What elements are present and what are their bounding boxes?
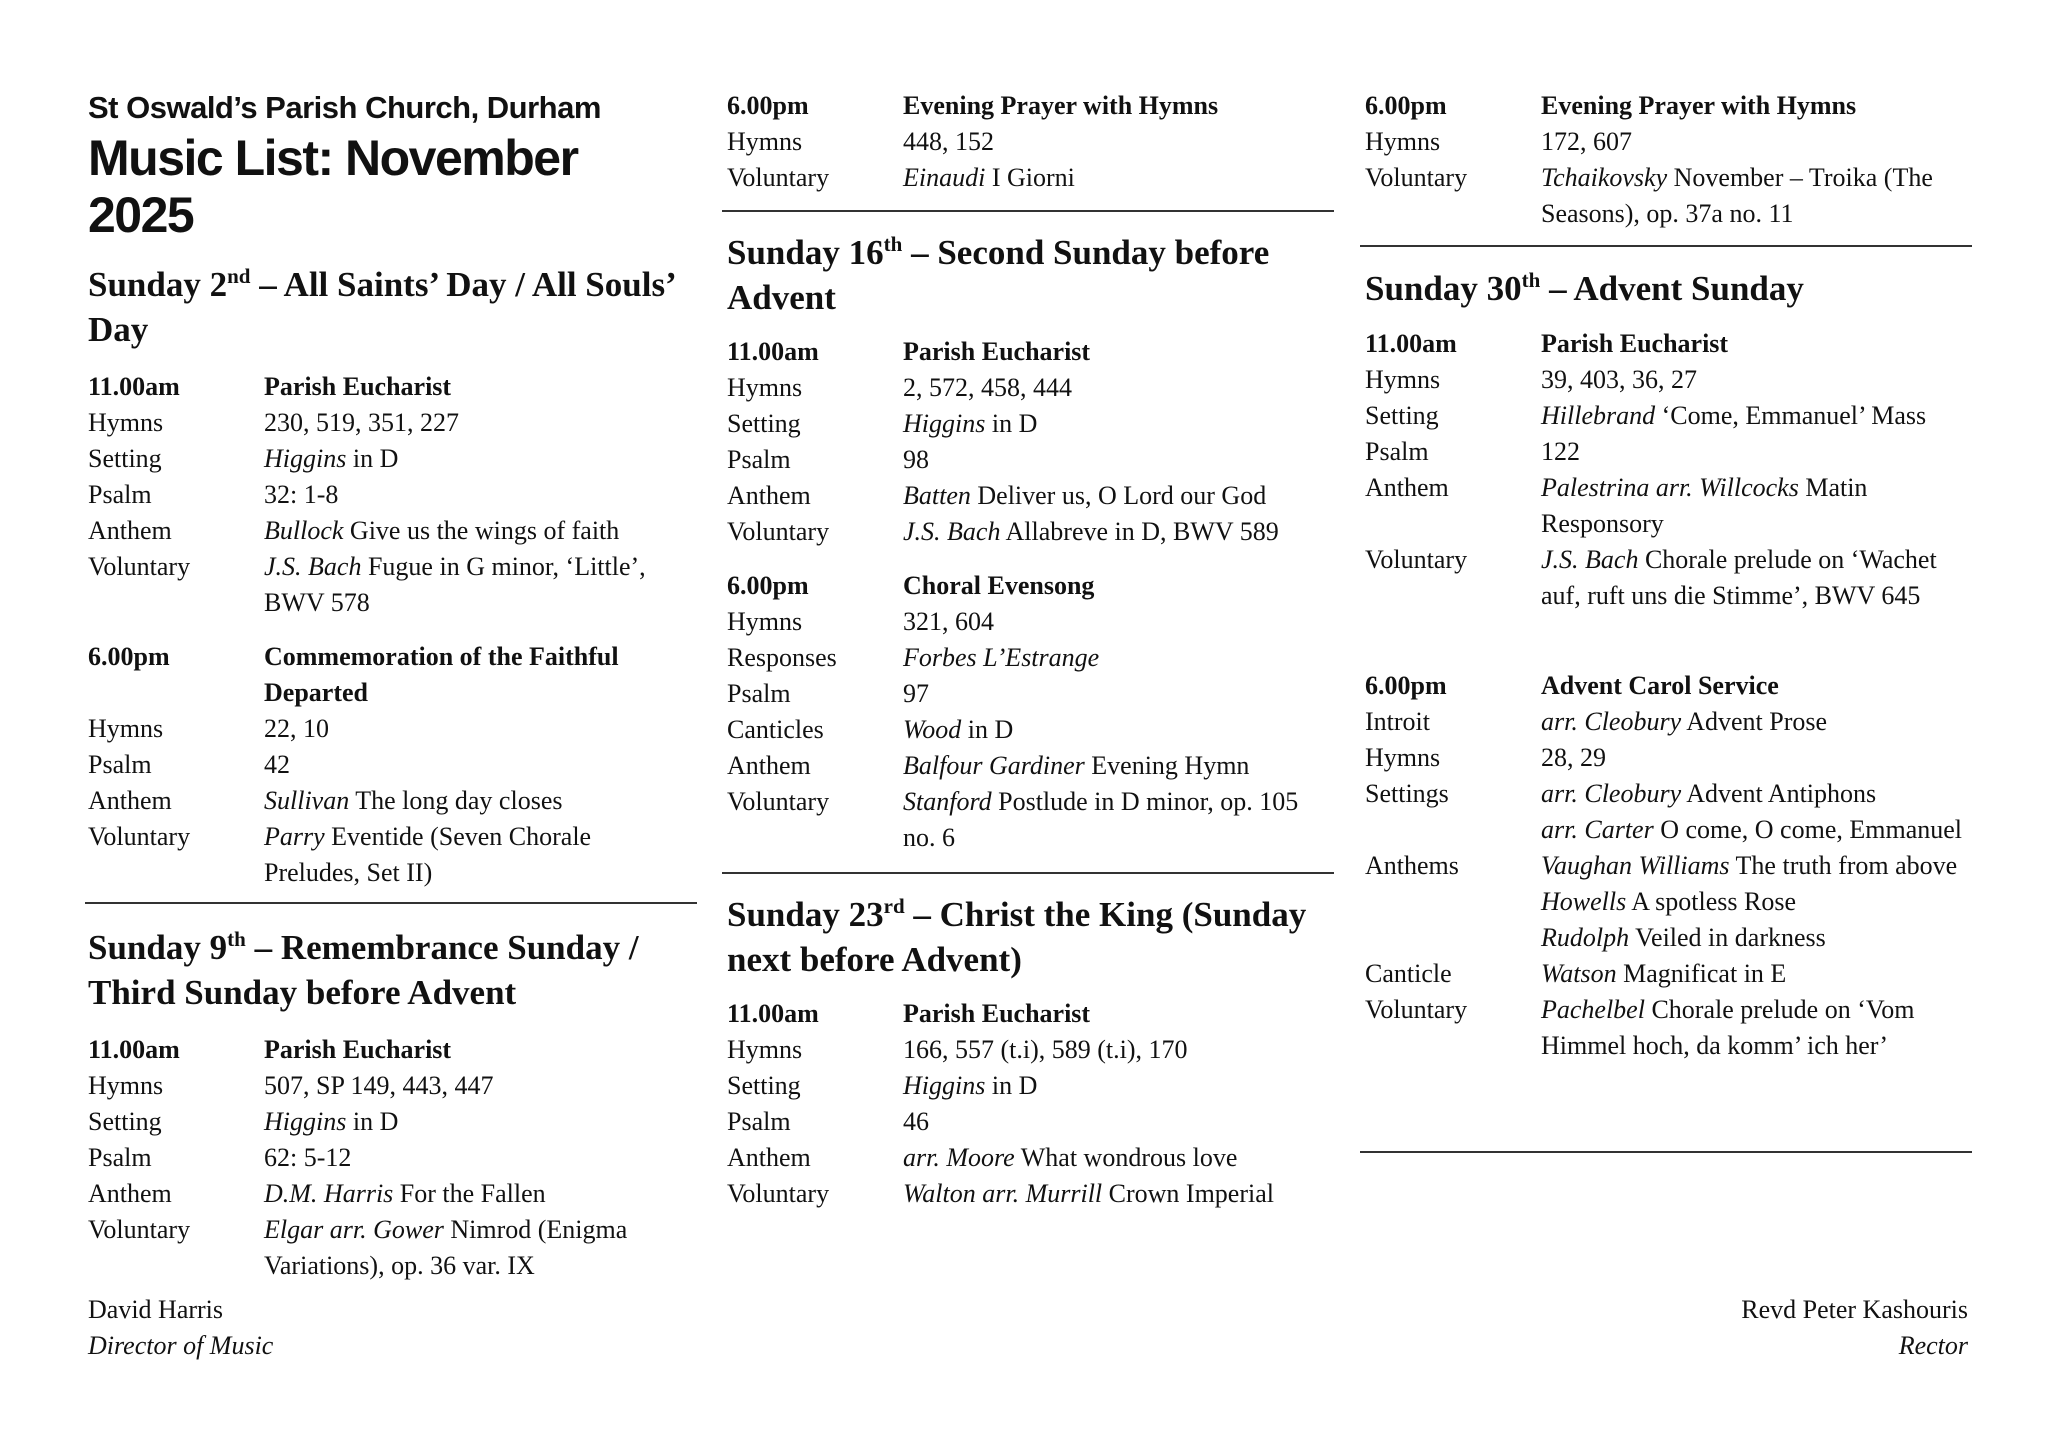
composer: Wood <box>903 715 962 744</box>
row-value <box>1541 398 1975 434</box>
composer: Pachelbel <box>1541 995 1645 1024</box>
row-value <box>1541 124 1975 160</box>
row-label: Hymns <box>1365 365 1441 394</box>
row-value <box>903 478 1337 514</box>
music-row <box>88 513 688 549</box>
music-row <box>727 1176 1337 1212</box>
row-label: Psalm <box>727 1107 791 1136</box>
composer: Tchaikovsky <box>1541 163 1668 192</box>
row-label: Hymns <box>1365 127 1441 156</box>
divider <box>1360 245 1972 247</box>
row-text: 507, SP 149, 443, 447 <box>264 1071 494 1100</box>
row-text: 122 <box>1541 437 1580 466</box>
music-row <box>727 1104 1337 1140</box>
row-label <box>1365 920 1541 956</box>
composer: Rudolph <box>1541 923 1630 952</box>
row-label: Voluntary <box>727 787 830 816</box>
row-label: Hymns <box>727 1035 803 1064</box>
service-name: Advent Carol Service <box>1541 671 1779 700</box>
row-label: Hymns <box>88 408 164 437</box>
row-label: Voluntary <box>727 517 830 546</box>
row-label: Anthem <box>88 786 172 815</box>
row-value <box>903 748 1337 784</box>
heading-ordinal: th <box>227 927 246 951</box>
service-block <box>1365 668 1975 1064</box>
service-block <box>727 334 1337 550</box>
piece-title: Advent Antiphons <box>1681 779 1877 808</box>
music-row <box>727 1068 1337 1104</box>
composer: Walton arr. Murrill <box>903 1179 1103 1208</box>
row-label: Anthem <box>727 481 811 510</box>
row-value <box>903 442 1337 478</box>
row-value <box>264 747 688 783</box>
row-label: Psalm <box>1365 437 1429 466</box>
service-time: 11.00am <box>88 1035 180 1064</box>
row-value <box>264 549 688 621</box>
composer: Hillebrand <box>1541 401 1656 430</box>
row-text: 32: 1-8 <box>264 480 339 509</box>
row-value <box>264 405 688 441</box>
row-text: 28, 29 <box>1541 743 1606 772</box>
service-time: 6.00pm <box>1365 91 1447 120</box>
heading-date: Sunday 16 <box>727 233 884 272</box>
composer: Higgins <box>264 444 347 473</box>
music-row <box>1365 848 1975 884</box>
service-name: Evening Prayer with Hymns <box>903 91 1219 120</box>
row-text: 46 <box>903 1107 929 1136</box>
composer: Watson <box>1541 959 1617 988</box>
service-time: 6.00pm <box>727 91 809 120</box>
row-value <box>264 819 688 891</box>
row-label: Voluntary <box>727 163 830 192</box>
music-row <box>727 1032 1337 1068</box>
divider <box>722 872 1334 874</box>
director-role: Director of Music <box>88 1331 274 1360</box>
signature-rector <box>1741 1292 1968 1364</box>
row-value <box>1541 920 1975 956</box>
service-block <box>727 996 1337 1212</box>
composer: arr. Cleobury <box>1541 779 1682 808</box>
row-value <box>1541 704 1975 740</box>
row-value <box>264 441 688 477</box>
row-label: Hymns <box>88 1071 164 1100</box>
row-text: 39, 403, 36, 27 <box>1541 365 1697 394</box>
composer: arr. Moore <box>903 1143 1015 1172</box>
row-label: Hymns <box>88 714 164 743</box>
service-name: Parish Eucharist <box>1541 329 1729 358</box>
music-row <box>88 1140 688 1176</box>
music-row <box>727 406 1337 442</box>
heading-date: Sunday 9 <box>88 928 228 967</box>
service-time: 11.00am <box>727 337 819 366</box>
service-name: Parish Eucharist <box>264 1035 452 1064</box>
composer: Sullivan <box>264 786 350 815</box>
row-text: 321, 604 <box>903 607 994 636</box>
music-row <box>727 478 1337 514</box>
piece-title: in D <box>985 409 1038 438</box>
composer: Stanford <box>903 787 992 816</box>
row-label: Psalm <box>88 750 152 779</box>
music-row <box>727 640 1337 676</box>
service-name: Commemoration of the Faithful Departed <box>264 642 619 707</box>
row-value <box>1541 434 1975 470</box>
service-name: Parish Eucharist <box>264 372 452 401</box>
service-name: Parish Eucharist <box>903 999 1091 1028</box>
music-row <box>1365 920 1975 956</box>
row-label: Anthem <box>88 516 172 545</box>
row-value <box>903 1104 1337 1140</box>
music-row <box>88 1176 688 1212</box>
row-label: Canticle <box>1365 959 1452 988</box>
service-header <box>727 568 1337 604</box>
service-header <box>1365 668 1975 704</box>
row-value <box>264 477 688 513</box>
service-block <box>1365 88 1975 232</box>
row-value <box>1541 776 1975 812</box>
heading-date: Sunday 30 <box>1365 269 1522 308</box>
music-row <box>88 747 688 783</box>
row-value <box>264 1140 688 1176</box>
piece-title: Allabreve in D, BWV 589 <box>1000 517 1279 546</box>
composer: arr. Carter <box>1541 815 1654 844</box>
piece-title: Advent Prose <box>1681 707 1828 736</box>
heading-title: – All Saints’ Day / All Souls’ Day <box>88 265 675 349</box>
row-label: Voluntary <box>88 1215 191 1244</box>
service-block <box>1365 326 1975 614</box>
music-row <box>1365 434 1975 470</box>
music-row <box>727 160 1337 196</box>
piece-title: November – Troika (The Seasons), op. 37a no. 11 <box>1541 163 1933 228</box>
composer: Higgins <box>264 1107 347 1136</box>
service-name: Choral Evensong <box>903 571 1095 600</box>
music-row <box>88 405 688 441</box>
music-row <box>88 711 688 747</box>
composer: J.S. Bach <box>264 552 362 581</box>
row-value <box>264 711 688 747</box>
row-label: Psalm <box>727 445 791 474</box>
rector-name: Revd Peter Kashouris <box>1741 1295 1968 1324</box>
music-row <box>1365 956 1975 992</box>
row-label: Voluntary <box>88 822 191 851</box>
composer: Einaudi <box>903 163 986 192</box>
row-text: 22, 10 <box>264 714 329 743</box>
music-row <box>727 712 1337 748</box>
row-text: 230, 519, 351, 227 <box>264 408 459 437</box>
music-row <box>1365 398 1975 434</box>
row-label: Canticles <box>727 715 824 744</box>
service-name: Parish Eucharist <box>903 337 1091 366</box>
music-row <box>1365 776 1975 812</box>
row-label: Hymns <box>727 607 803 636</box>
document-title: Music List: November 2025 <box>88 130 578 243</box>
music-row <box>1365 884 1975 920</box>
row-label: Anthem <box>727 1143 811 1172</box>
service-block <box>88 1032 688 1284</box>
row-value <box>903 1140 1337 1176</box>
piece-title: Veiled in darkness <box>1629 923 1826 952</box>
row-label: Voluntary <box>1365 995 1468 1024</box>
piece-title: Chorale prelude on ‘Vom Himmel hoch, da komm’ ich her’ <box>1541 995 1915 1060</box>
row-label: Introit <box>1365 707 1430 736</box>
piece-title: Matin Responsory <box>1541 473 1868 538</box>
heading-date: Sunday 2 <box>88 265 228 304</box>
music-row <box>727 124 1337 160</box>
service-header <box>727 334 1337 370</box>
row-text: 2, 572, 458, 444 <box>903 373 1072 402</box>
row-label: Setting <box>727 1071 801 1100</box>
row-label: Hymns <box>727 373 803 402</box>
row-value <box>903 1068 1337 1104</box>
piece-title: Crown Imperial <box>1102 1179 1274 1208</box>
piece-title: The long day closes <box>349 786 563 815</box>
piece-title: ‘Come, Emmanuel’ Mass <box>1655 401 1927 430</box>
service-header <box>1365 326 1975 362</box>
row-label: Psalm <box>88 480 152 509</box>
row-label: Anthems <box>1365 851 1459 880</box>
row-value <box>264 1104 688 1140</box>
composer: Balfour Gardiner <box>903 751 1085 780</box>
row-label: Voluntary <box>1365 545 1468 574</box>
service-block <box>727 88 1337 196</box>
composer: Palestrina arr. Willcocks <box>1541 473 1799 502</box>
service-header <box>1365 88 1975 124</box>
row-label: Setting <box>88 444 162 473</box>
composer: Higgins <box>903 409 986 438</box>
heading-ordinal: rd <box>883 894 905 918</box>
service-time: 6.00pm <box>1365 671 1447 700</box>
row-label: Setting <box>1365 401 1439 430</box>
music-row <box>727 442 1337 478</box>
row-label <box>1365 812 1541 848</box>
divider <box>85 902 697 904</box>
heading-title: – Christ the King (Sunday next before Advent) <box>727 895 1307 979</box>
composer: Parry <box>264 822 325 851</box>
row-value <box>903 1032 1337 1068</box>
music-row <box>1365 470 1975 542</box>
piece-title: in D <box>961 715 1014 744</box>
signature-director <box>88 1292 273 1364</box>
service-time: 6.00pm <box>88 642 170 671</box>
composer: Forbes L’Estrange <box>903 643 1100 672</box>
service-header <box>727 996 1337 1032</box>
music-row <box>1365 704 1975 740</box>
heading-date: Sunday 23 <box>727 895 884 934</box>
music-row <box>88 1212 688 1284</box>
piece-title: What wondrous love <box>1014 1143 1238 1172</box>
row-value <box>903 604 1337 640</box>
director-name: David Harris <box>88 1295 224 1324</box>
music-row <box>88 819 688 891</box>
music-row <box>1365 812 1975 848</box>
music-row <box>88 549 688 621</box>
composer: Howells <box>1541 887 1627 916</box>
service-header <box>727 88 1337 124</box>
row-value <box>264 1068 688 1104</box>
row-label: Anthem <box>727 751 811 780</box>
row-value <box>903 712 1337 748</box>
piece-title: Magnificat in E <box>1616 959 1787 988</box>
composer: Higgins <box>903 1071 986 1100</box>
row-value <box>903 640 1337 676</box>
row-value <box>903 514 1337 550</box>
sunday-heading <box>1365 266 1975 311</box>
service-block <box>88 639 688 891</box>
sunday-heading <box>727 230 1287 320</box>
service-name: Evening Prayer with Hymns <box>1541 91 1857 120</box>
row-label: Voluntary <box>88 552 191 581</box>
church-name: St Oswald’s Parish Church, Durham <box>88 90 601 125</box>
row-value <box>1541 848 1975 884</box>
heading-ordinal: nd <box>227 264 251 288</box>
music-row <box>1365 124 1975 160</box>
service-time: 6.00pm <box>727 571 809 600</box>
piece-title: in D <box>346 444 399 473</box>
music-row <box>727 514 1337 550</box>
music-row <box>727 370 1337 406</box>
service-time: 11.00am <box>1365 329 1457 358</box>
music-row <box>88 441 688 477</box>
piece-title: For the Fallen <box>393 1179 546 1208</box>
composer: Elgar arr. Gower <box>264 1215 444 1244</box>
service-time: 11.00am <box>727 999 819 1028</box>
row-label: Voluntary <box>1365 163 1468 192</box>
row-label: Anthem <box>1365 473 1449 502</box>
piece-title: Chorale prelude on ‘Wachet auf, ruft uns die Stimme’, BWV 645 <box>1541 545 1937 610</box>
heading-title: – Advent Sunday <box>1540 269 1804 308</box>
music-row <box>727 1140 1337 1176</box>
row-value <box>1541 160 1975 232</box>
row-value <box>1541 362 1975 398</box>
row-label <box>1365 884 1541 920</box>
row-value <box>1541 956 1975 992</box>
piece-title: I Giorni <box>985 163 1075 192</box>
composer: Bullock <box>264 516 344 545</box>
music-row <box>88 477 688 513</box>
row-label: Voluntary <box>727 1179 830 1208</box>
divider <box>722 210 1334 212</box>
piece-title: Fugue in G minor, ‘Little’, BWV 578 <box>264 552 646 617</box>
row-label: Setting <box>88 1107 162 1136</box>
row-label: Setting <box>727 409 801 438</box>
row-text: 62: 5-12 <box>264 1143 352 1172</box>
row-text: 42 <box>264 750 290 779</box>
sunday-heading <box>727 892 1337 982</box>
heading-ordinal: th <box>1521 268 1541 292</box>
row-value <box>264 1176 688 1212</box>
heading-ordinal: th <box>883 232 903 256</box>
heading-title: – Second Sunday before Advent <box>727 233 1270 317</box>
composer: Batten <box>903 481 971 510</box>
piece-title: Nimrod (Enigma Variations), op. 36 var. IX <box>264 1215 628 1280</box>
row-value <box>264 513 688 549</box>
service-header <box>88 639 688 711</box>
music-row <box>727 784 1337 856</box>
row-value <box>903 160 1337 196</box>
service-time: 11.00am <box>88 372 180 401</box>
piece-title: Deliver us, O Lord our God <box>970 481 1267 510</box>
piece-title: Postlude in D minor, op. 105 no. 6 <box>903 787 1299 852</box>
row-value <box>903 784 1337 856</box>
sunday-heading <box>88 262 688 352</box>
service-block <box>727 568 1337 856</box>
row-value <box>264 783 688 819</box>
row-value <box>1541 740 1975 776</box>
piece-title: The truth from above <box>1729 851 1958 880</box>
row-text: 166, 557 (t.i), 589 (t.i), 170 <box>903 1035 1188 1064</box>
music-row <box>1365 740 1975 776</box>
row-text: 172, 607 <box>1541 127 1632 156</box>
music-row <box>88 1104 688 1140</box>
music-row <box>1365 362 1975 398</box>
row-value <box>903 1176 1337 1212</box>
music-row <box>88 1068 688 1104</box>
row-value <box>903 124 1337 160</box>
piece-title: in D <box>985 1071 1038 1100</box>
music-row <box>727 676 1337 712</box>
row-label: Settings <box>1365 779 1449 808</box>
composer: J.S. Bach <box>1541 545 1639 574</box>
music-row <box>1365 160 1975 232</box>
row-text: 98 <box>903 445 929 474</box>
music-row <box>1365 992 1975 1064</box>
row-value <box>903 406 1337 442</box>
composer: Vaughan Williams <box>1541 851 1730 880</box>
piece-title: in D <box>346 1107 399 1136</box>
piece-title: A spotless Rose <box>1626 887 1796 916</box>
row-value <box>1541 884 1975 920</box>
music-row <box>88 783 688 819</box>
piece-title: Eventide (Seven Chorale Preludes, Set II) <box>264 822 592 887</box>
heading-title: – Remembrance Sunday / Third Sunday before Advent <box>88 928 639 1012</box>
row-value <box>1541 992 1975 1064</box>
row-label: Psalm <box>88 1143 152 1172</box>
rector-role: Rector <box>1898 1331 1968 1360</box>
music-row <box>727 604 1337 640</box>
row-label: Responses <box>727 643 837 672</box>
row-value <box>264 1212 688 1284</box>
row-label: Psalm <box>727 679 791 708</box>
piece-title: O come, O come, Emmanuel <box>1653 815 1962 844</box>
row-value <box>903 370 1337 406</box>
service-header <box>88 1032 688 1068</box>
row-label: Hymns <box>1365 743 1441 772</box>
piece-title: Give us the wings of faith <box>343 516 620 545</box>
music-row <box>1365 542 1975 614</box>
music-row <box>727 748 1337 784</box>
piece-title: Evening Hymn <box>1084 751 1250 780</box>
row-label: Hymns <box>727 127 803 156</box>
row-value <box>1541 470 1975 542</box>
row-value <box>1541 542 1975 614</box>
sunday-heading <box>88 925 688 1015</box>
row-label: Anthem <box>88 1179 172 1208</box>
service-header <box>88 369 688 405</box>
composer: J.S. Bach <box>903 517 1001 546</box>
row-value <box>1541 812 1975 848</box>
row-text: 448, 152 <box>903 127 994 156</box>
composer: arr. Cleobury <box>1541 707 1682 736</box>
row-value <box>903 676 1337 712</box>
divider <box>1360 1151 1972 1153</box>
composer: D.M. Harris <box>264 1179 394 1208</box>
row-text: 97 <box>903 679 929 708</box>
service-block <box>88 369 688 621</box>
